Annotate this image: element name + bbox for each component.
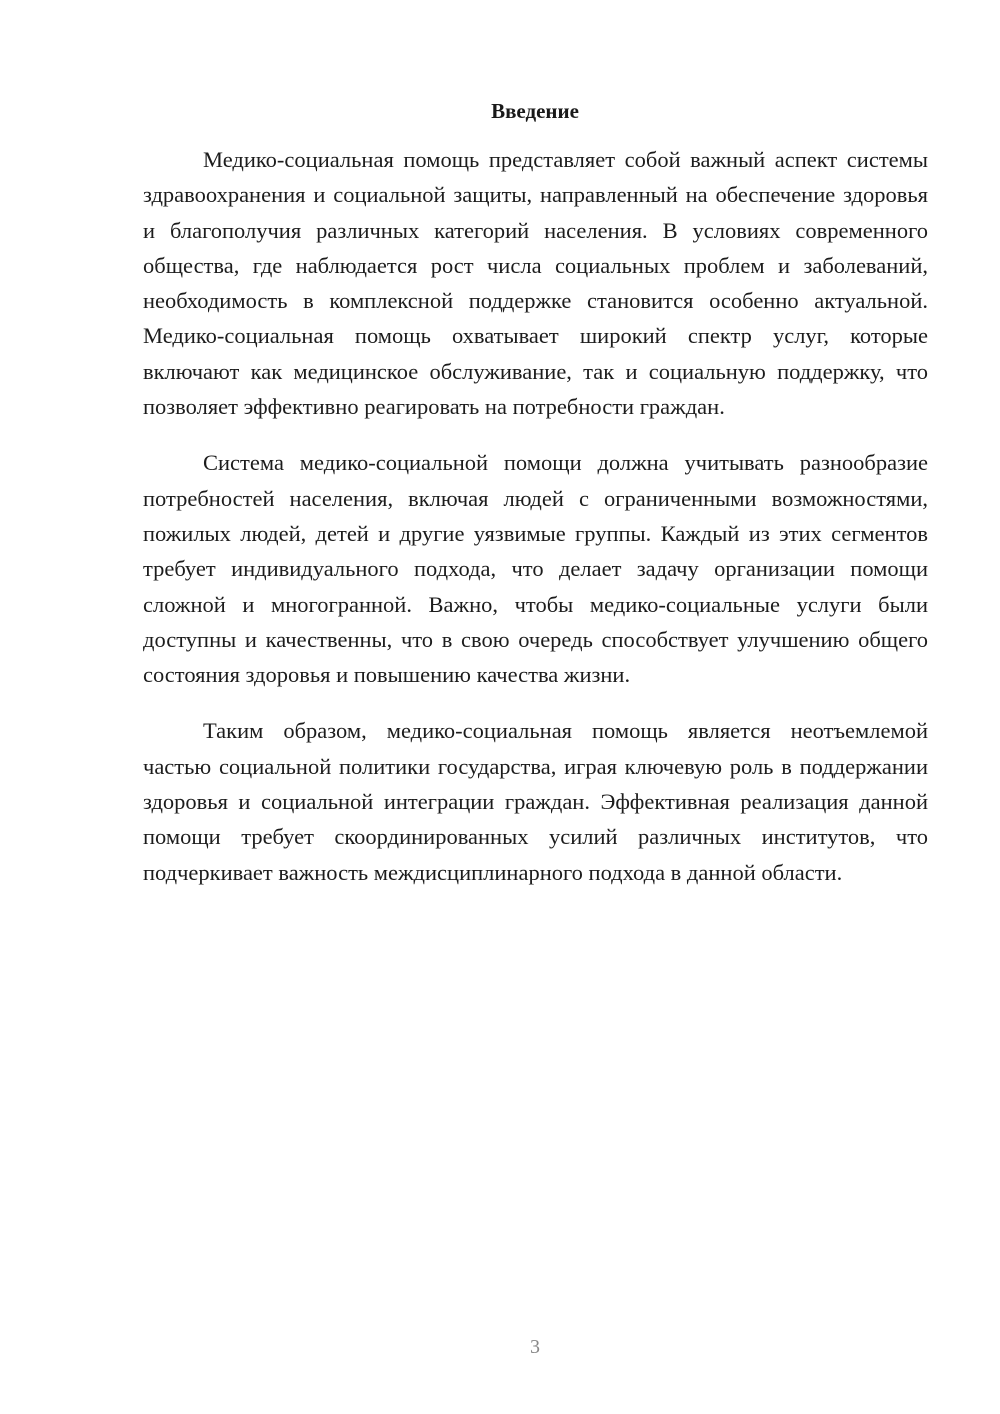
page-number: 3 (530, 1336, 540, 1358)
body-text (143, 142, 928, 911)
paragraph-1: Медико-социальная помощь представляет собой важный аспект системы здравоохранения и социальной защиты, направленный на обеспечение здоровья и благополучия различных категорий населения. В условиях современного общества, где наблюдается рост числа социальных проблем и заболеваний, необходимость в комплексной поддержке становится особенно актуальной. Медико-социальная помощь охватывает широкий спектр услуг, которые включают как медицинское обслуживание, так и социальную поддержку, что позволяет эффективно реагировать на потребности граждан. (143, 147, 928, 420)
section-title: Введение (491, 99, 579, 123)
paragraph-3: Таким образом, медико-социальная помощь является неотъемлемой частью социальной политики государства, играя ключевую роль в поддержании здоровья и социальной интеграции граждан. Эффективная реализация данной помощи требует скоординированных усилий различных институтов, что подчеркивает важность междисциплинарного подхода в данной области. (143, 718, 928, 885)
paragraph-2: Система медико-социальной помощи должна учитывать разнообразие потребностей населения, включая людей с ограниченными возможностями, пожилых людей, детей и другие уязвимые группы. Каждый из этих сегментов требует индивидуального подхода, что делает задачу организации помощи сложной и многогранной. Важно, чтобы медико-социальные услуги были доступны и качественны, что в свою очередь способствует улучшению общего состояния здоровья и повышению качества жизни. (143, 450, 928, 688)
